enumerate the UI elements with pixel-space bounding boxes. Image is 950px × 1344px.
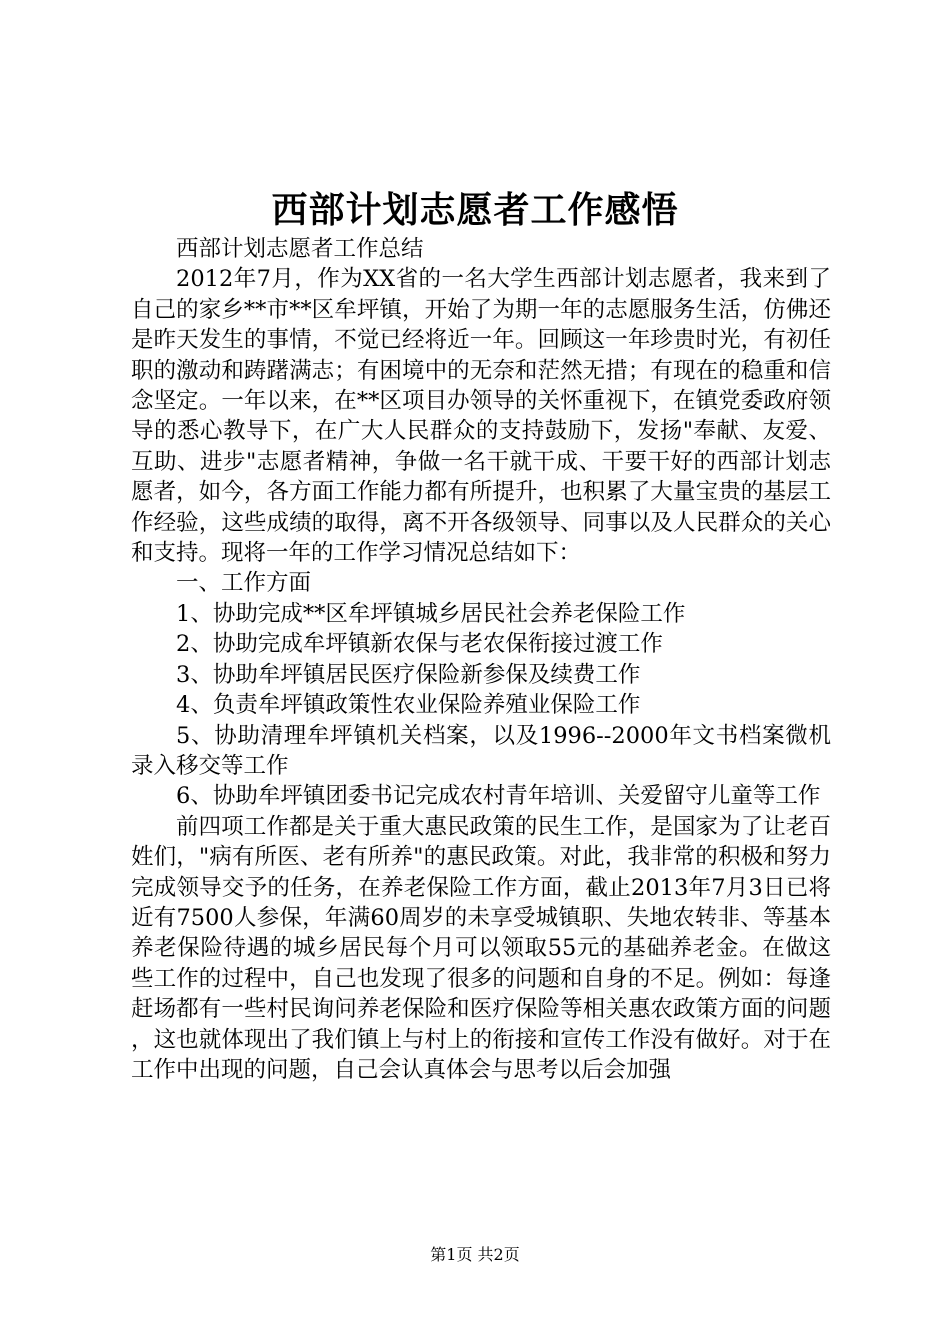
paragraph-section-heading: 一、工作方面	[176, 570, 312, 597]
paragraph-subtitle: 西部计划志愿者工作总结	[176, 236, 424, 262]
document-title: 西部计划志愿者工作感悟	[271, 189, 679, 231]
paragraph-item-4: 4、负责牟坪镇政策性农业保险养殖业保险工作	[176, 692, 641, 719]
document-body	[131, 234, 831, 1085]
paragraph-discussion: 前四项工作都是关于重大惠民政策的民生工作，是国家为了让老百姓们，"病有所医、老有所养"的惠民政策。对此，我非常的积极和努力完成领导交予的任务，在养老保险工作方面，截止2013年7月3日已将近有7500人参保，年满60周岁的未享受城镇职、失地农转非、等基本养老保险待遇的城乡居民每个月可以领取55元的基础养老金。在做这些工作的过程中，自己也发现了很多的问题和自身的不足。例如：每逢赶场都有一些村民询问养老保险和医疗保险等相关惠农政策方面的问题，这也就体现出了我们镇上与村上的衔接和宣传工作没有做好。对于在工作中出现的问题，自己会认真体会与思考以后会加强	[131, 813, 831, 1083]
paragraph-item-3: 3、协助牟坪镇居民医疗保险新参保及续费工作	[176, 661, 641, 688]
paragraph-intro: 2012年7月，作为XX省的一名大学生西部计划志愿者，我来到了自己的家乡**市**区牟坪镇，开始了为期一年的志愿服务生活，仿佛还是昨天发生的事情，不觉已经将近一年。回顾这一年珍贵时光，有初任职的激动和踌躇满志；有困境中的无奈和茫然无措；有现在的稳重和信念坚定。一年以来，在**区项目办领导的关怀重视下，在镇党委政府领导的悉心教导下，在广大人民群众的支持鼓励下，发扬"奉献、友爱、互助、进步"志愿者精神，争做一名干就干成、干要干好的西部计划志愿者，如今，各方面工作能力都有所提升，也积累了大量宝贵的基层工作经验，这些成绩的取得，离不开各级领导、同事以及人民群众的关心和支持。现将一年的工作学习情况总结如下：	[131, 266, 831, 567]
paragraph-item-1: 1、协助完成**区牟坪镇城乡居民社会养老保险工作	[176, 600, 686, 627]
page-number-footer: 第1页 共2页	[430, 1245, 520, 1264]
paragraph-item-5: 5、协助清理牟坪镇机关档案，以及1996--2000年文书档案微机录入移交等工作	[131, 722, 831, 779]
paragraph-item-2: 2、协助完成牟坪镇新农保与老农保衔接过渡工作	[176, 631, 663, 658]
paragraph-item-6: 6、协助牟坪镇团委书记完成农村青年培训、关爱留守儿童等工作	[176, 783, 821, 810]
